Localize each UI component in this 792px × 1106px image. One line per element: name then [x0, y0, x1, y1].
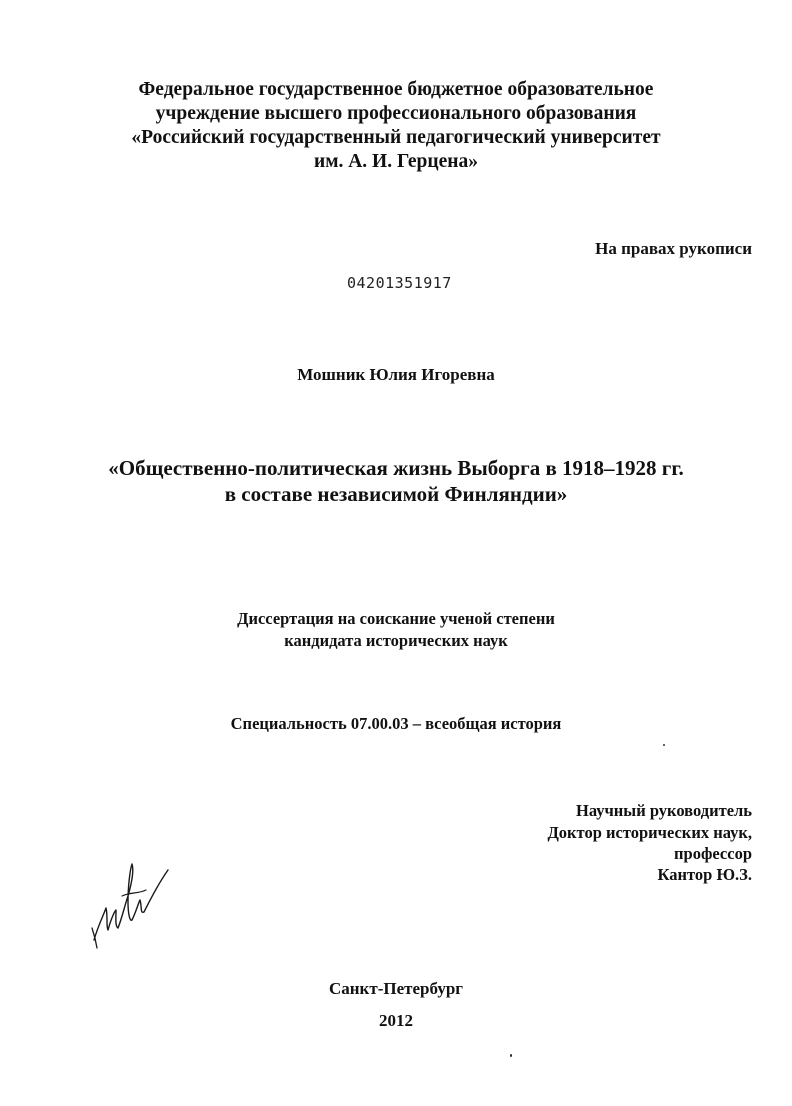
specialty: Специальность 07.00.03 – всеобщая история [230, 714, 562, 733]
author-name: Мошник Юлия Игоревна [297, 365, 495, 384]
dissertation-title-line-1: «Общественно-политическая жизнь Выборга в 1918–1928 гг. [108, 456, 684, 480]
supervisor-rank: профессор [674, 844, 752, 863]
supervisor-degree: Доктор исторических наук, [547, 823, 752, 842]
institution-line-3: «Российский государственный педагогический университет [131, 127, 661, 148]
institution-line-4: им. А. И. Герцена» [313, 151, 479, 172]
registry-number: 04201351917 [347, 274, 452, 292]
dissertation-title-line-2: в составе независимой Финляндии» [224, 482, 568, 506]
manuscript-note: На правах рукописи [595, 239, 752, 258]
scan-speck [663, 744, 665, 746]
institution-line-2: учреждение высшего профессионального образования [155, 103, 637, 124]
year: 2012 [379, 1011, 413, 1030]
supervisor-role: Научный руководитель [576, 801, 752, 820]
city: Санкт-Петербург [328, 979, 464, 998]
signature [88, 856, 170, 952]
institution-line-1: Федеральное государственное бюджетное образовательное [138, 79, 654, 100]
degree-line-1: Диссертация на соискание ученой степени [237, 609, 555, 628]
degree-line-2: кандидата исторических наук [284, 631, 508, 650]
scan-speck [510, 1054, 512, 1057]
supervisor-name: Кантор Ю.З. [657, 865, 752, 884]
